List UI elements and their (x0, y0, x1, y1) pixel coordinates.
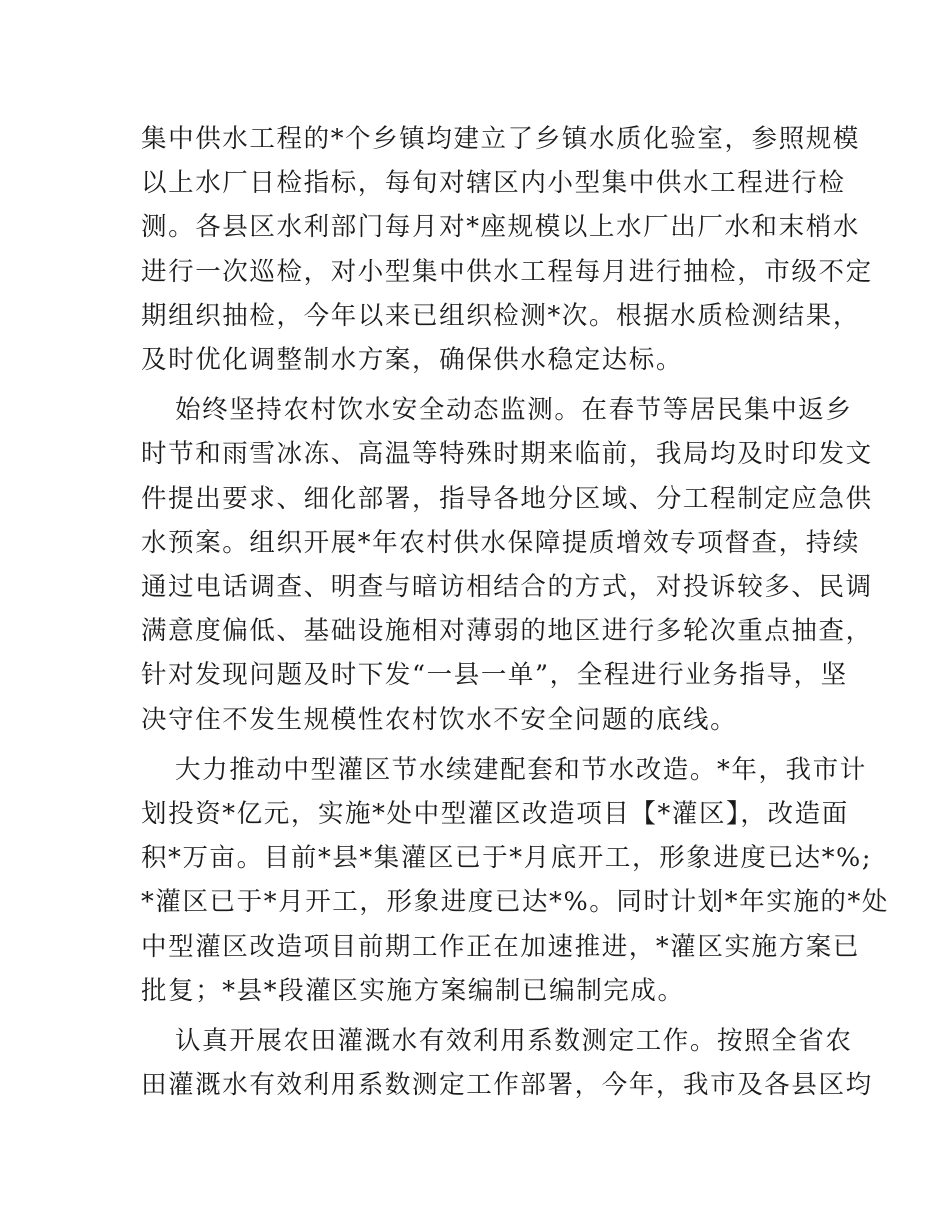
text-line: 大力推动中型灌区节水续建配套和节水改造。*年，我市计 (175, 754, 867, 785)
text-line: 批复；*县*段灌区实施方案编制已编制完成。 (141, 975, 685, 1006)
text-line: 针对发现问题及时下发“一县一单”，全程进行业务指导，坚 (141, 660, 848, 691)
paragraph-irrigation-coefficient (141, 1019, 873, 1107)
paragraph-irrigation-renovation (141, 748, 889, 1013)
text-line: 决守住不发生规模性农村饮水不安全问题的底线。 (141, 704, 738, 735)
paragraph-dynamic-monitoring (141, 388, 873, 742)
text-line: *灌区已于*月开工，形象进度已达*%。同时计划*年实施的*处 (141, 887, 889, 918)
text-line: 水预案。组织开展*年农村供水保障提质增效专项督查，持续 (141, 527, 860, 558)
text-line: 进行一次巡检，对小型集中供水工程每月进行抽检，市级不定 (141, 256, 873, 287)
text-line: 期组织抽检，今年以来已组织检测*次。根据水质检测结果， (141, 300, 860, 331)
text-line: 划投资*亿元，实施*处中型灌区改造项目【*灌区】，改造面 (141, 799, 849, 830)
text-line: 集中供水工程的*个乡镇均建立了乡镇水质化验室，参照规模 (141, 124, 860, 154)
text-line: 及时优化调整制水方案，确保供水稳定达标。 (141, 345, 684, 376)
text-line: 测。各县区水利部门每月对*座规模以上水厂出厂水和末梢水 (141, 212, 860, 243)
text-line: 件提出要求、细化部署，指导各地分区域、分工程制定应急供 (141, 483, 873, 514)
text-line: 田灌溉水有效利用系数测定工作部署，今年，我市及各县区均 (141, 1070, 873, 1101)
text-line: 通过电话调查、明查与暗访相结合的方式，对投诉较多、民调 (141, 572, 873, 603)
paragraph-water-quality (141, 117, 873, 382)
text-line: 认真开展农田灌溉水有效利用系数测定工作。按照全省农 (175, 1026, 853, 1057)
text-line: 满意度偏低、基础设施相对薄弱的地区进行多轮次重点抽查， (141, 616, 873, 647)
document-body (141, 117, 889, 1107)
text-line: 以上水厂日检指标，每旬对辖区内小型集中供水工程进行检 (141, 168, 846, 199)
text-line: 时节和雨雪冰冻、高温等特殊时期来临前，我局均及时印发文 (141, 439, 873, 470)
text-line: 始终坚持农村饮水安全动态监测。在春节等居民集中返乡 (175, 395, 853, 426)
text-line: 中型灌区改造项目前期工作正在加速推进，*灌区实施方案已 (141, 931, 860, 962)
text-line: 积*万亩。目前*县*集灌区已于*月底开工，形象进度已达*%; (141, 843, 873, 874)
